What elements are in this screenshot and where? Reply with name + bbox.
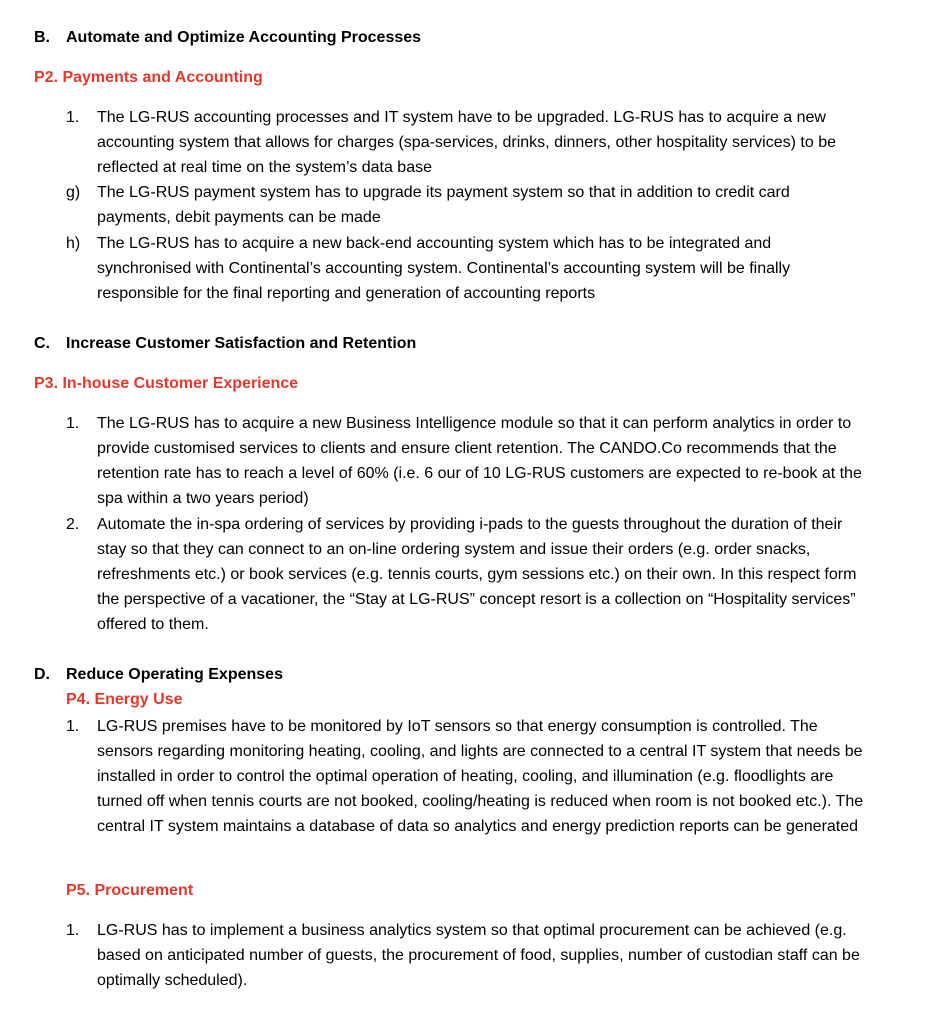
section-heading-d (34, 665, 283, 685)
list-item-text: Automate the in-spa ordering of services by providing i-pads to the guests throughout the duration of their stay so that they can connect to an on-line ordering system and issue their orders (e.g. order snacks, refreshments etc.) or book services (e.g. tennis courts, gym sessions etc.) on their own. In this respect form the perspective of a vacationer, the “Stay at LG-RUS” concept resort is a collection on “Hospitality services” offered to them. (97, 516, 857, 633)
list-item (66, 105, 866, 180)
list-item (66, 411, 866, 511)
list-item (66, 180, 866, 230)
list-marker: 2. (66, 516, 80, 533)
section-title: Automate and Optimize Accounting Processes (66, 29, 422, 46)
list-item-text: The LG-RUS has to acquire a new Business Intelligence module so that it can perform analytics in order to provide customised services to clients and ensure client retention. The CANDO.Co recommends that the retention rate has to reach a level of 60% (i.e. 6 our of 10 LG-RUS customers are expected to re-book at the spa within a two years period) (97, 415, 862, 507)
subsection-heading-p3: P3. In-house Customer Experience (34, 375, 299, 392)
list-item-text: The LG-RUS payment system has to upgrade its payment system so that in addition to credit card payments, debit payments can be made (97, 184, 790, 226)
list-item-text: LG-RUS premises have to be monitored by IoT sensors so that energy consumption is controlled. The sensors regarding monitoring heating, cooling, and lights are connected to a central IT system that needs be installed in order to control the optimal operation of heating, cooling, and illumination (e.g. floodlights are turned off when tennis courts are not booked, cooling/heating is reduced when room is not booked etc.). The central IT system maintains a database of data so analytics and energy prediction reports can be generated (97, 718, 864, 835)
list-item-text: LG-RUS has to implement a business analytics system so that optimal procurement can be achieved (e.g. based on anticipated number of guests, the procurement of food, supplies, number of custodian staff can be optimally scheduled). (97, 922, 860, 989)
section-letter: B. (34, 29, 50, 46)
list-item (66, 714, 866, 839)
list-marker: 1. (66, 718, 80, 735)
section-title: Increase Customer Satisfaction and Retention (66, 335, 417, 352)
list-item (66, 918, 866, 993)
section-letter: C. (34, 335, 50, 352)
list-marker: 1. (66, 109, 80, 126)
list-marker: 1. (66, 415, 80, 432)
section-heading-b (34, 28, 421, 48)
list-item (66, 231, 866, 306)
subsection-heading-p5: P5. Procurement (66, 882, 194, 899)
list-marker: 1. (66, 922, 80, 939)
list-item (66, 512, 866, 637)
section-heading-c (34, 334, 416, 354)
subsection-heading-p4: P4. Energy Use (66, 691, 183, 708)
list-item-text: The LG-RUS has to acquire a new back-end accounting system which has to be integrated and synchronised with Continental’s accounting system. Continental’s accounting system will be finally responsible for the final reporting and generation of accounting reports (97, 235, 791, 302)
subsection-heading-p2: P2. Payments and Accounting (34, 69, 263, 86)
section-letter: D. (34, 666, 50, 683)
section-title: Reduce Operating Expenses (66, 666, 283, 683)
list-marker: h) (66, 235, 81, 252)
list-item-text: The LG-RUS accounting processes and IT system have to be upgraded. LG-RUS has to acquire a new accounting system that allows for charges (spa-services, drinks, dinners, other hospitality services) to be reflected at real time on the system’s data base (97, 109, 836, 176)
list-marker: g) (66, 184, 81, 201)
